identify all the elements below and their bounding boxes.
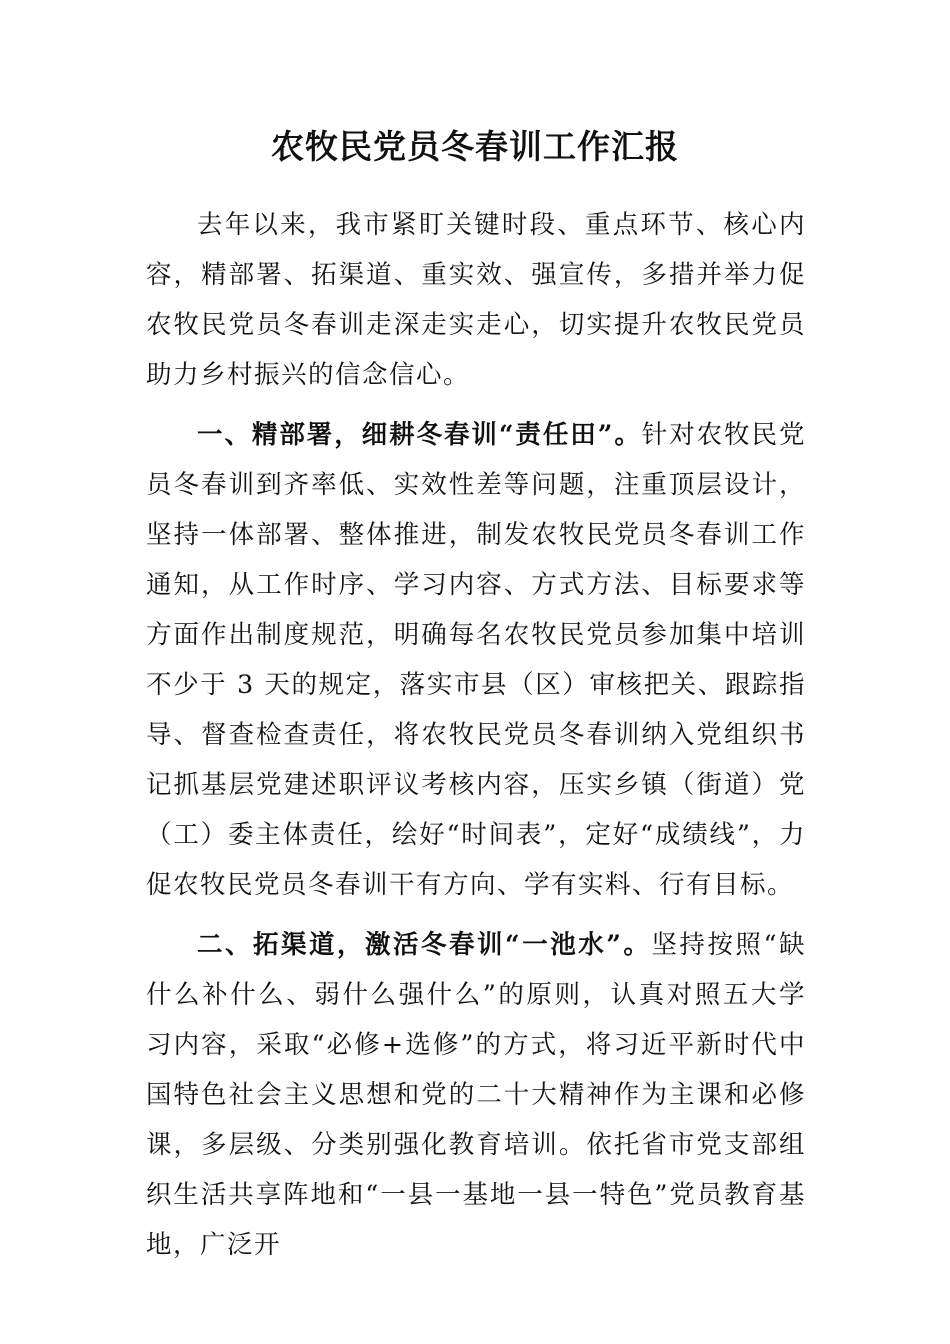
section-one-body: 针对农牧民党员冬春训到齐率低、实效性差等问题，注重顶层设计，坚持一体部署、整体推进，制发农牧民党员冬春训工作通知，从工作时序、学习内容、方式方法、目标要求等方面作出制度规范，明确每名农牧民党员参加集中培训不少于 3 天的规定，落实市县（区）审核把关、跟踪指导、督查检查责任，将农牧民党员冬春训纳入党组织书记抓基层党建述职评议考核内容，压实乡镇（街道）党（工）委主体责任，绘好“时间表”，定好“成绩线”，力促农牧民党员冬春训干有方向、学有实料、行有目标。 bbox=[146, 420, 806, 900]
intro-paragraph: 去年以来，我市紧盯关键时段、重点环节、核心内容，精部署、拓渠道、重实效、强宣传，多措并举力促农牧民党员冬春训走深走实走心，切实提升农牧民党员助力乡村振兴的信念信心。 bbox=[146, 210, 806, 390]
section-two-body: 坚持按照“缺什么补什么、弱什么强什么”的原则，认真对照五大学习内容，采取“必修+选修”的方式，将习近平新时代中国特色社会主义思想和党的二十大精神作为主课和必修课，多层级、分类别强化教育培训。依托省市党支部组织生活共享阵地和“一县一基地一县一特色”党员教育基地，广泛开 bbox=[146, 930, 806, 1260]
section-two-heading: 二、拓渠道，激活冬春训“一池水”。 bbox=[197, 930, 652, 960]
section-one-heading: 一、精部署，细耕冬春训“责任田”。 bbox=[197, 420, 642, 450]
section-one-paragraph bbox=[146, 410, 806, 910]
document-title: 农牧民党员冬春训工作汇报 bbox=[271, 127, 679, 166]
section-two-paragraph bbox=[146, 920, 806, 1270]
